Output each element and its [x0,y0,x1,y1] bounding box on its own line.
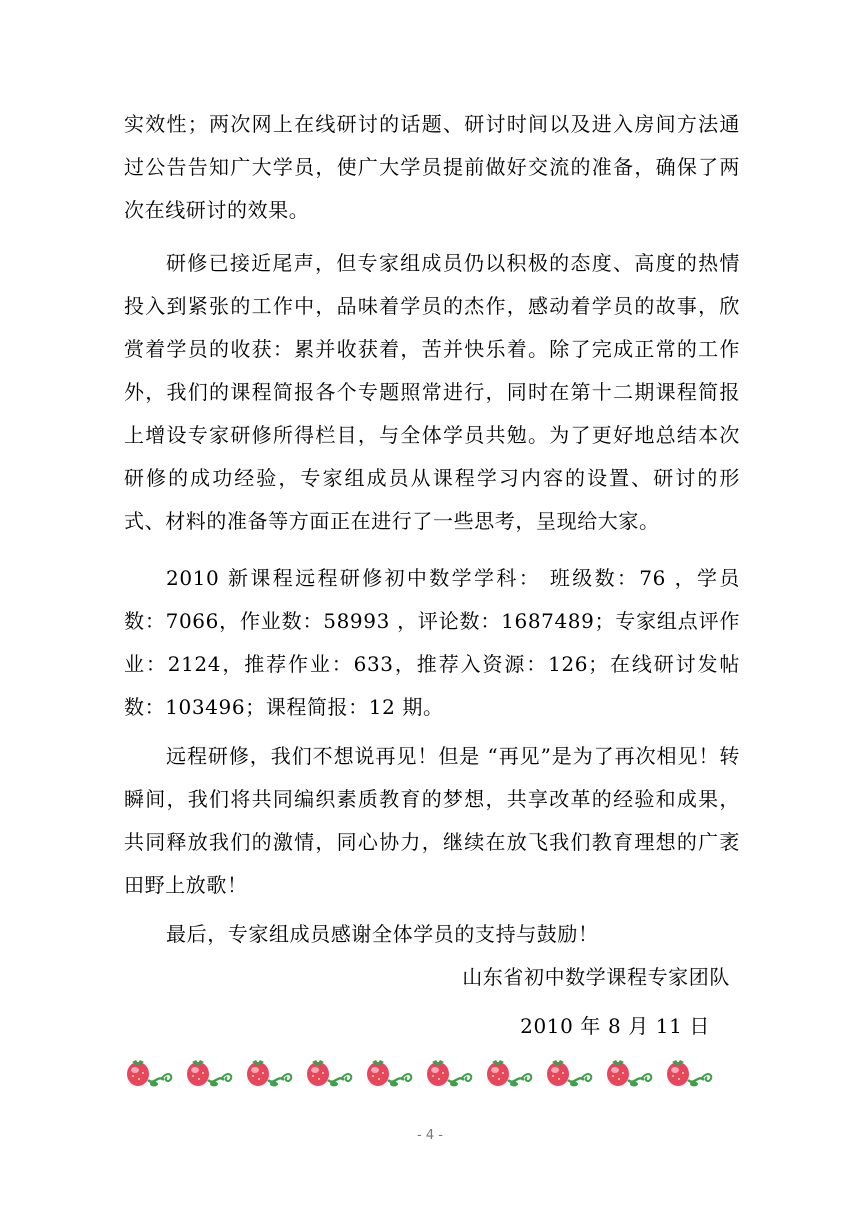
signature-team: 山东省初中数学课程专家团队 [462,965,730,989]
strawberry-vine-icon [124,1052,178,1092]
strawberry-vine-icon [544,1052,598,1092]
strawberry-vine-icon [244,1052,298,1092]
strawberry-vine-icon [184,1052,238,1092]
strawberry-vine-icon [664,1052,718,1092]
paragraph-farewell: 远程研修，我们不想说再见！但是 “再见”是为了再次相见！转瞬间，我们将共同编织素质教育的梦想，共享改革的经验和成果，共同释放我们的激情，同心协力，继续在放飞我们教育理想的广袤田野上放歌！ [124,744,740,897]
strawberry-vine-icon [604,1052,658,1092]
paragraph-thanks: 最后，专家组成员感谢全体学员的支持与鼓励！ [166,922,599,946]
strawberry-vine-icon [484,1052,538,1092]
strawberry-border [124,1052,724,1092]
paragraph-statistics: 2010 新课程远程研修初中数学学科： 班级数：76 ，学员数：7066，作业数：58993 ，评论数：1687489；专家组点评作业：2124，推荐作业：633，推荐入资源：126；在线研讨发帖数：103496；课程简报：12 期。 [124,566,740,719]
paragraph-continuation: 实效性；两次网上在线研讨的话题、研讨时间以及进入房间方法通过公告告知广大学员，使广大学员提前做好交流的准备，确保了两次在线研讨的效果。 [124,112,740,222]
strawberry-vine-icon [424,1052,478,1092]
strawberry-vine-icon [364,1052,418,1092]
page-number: - 4 - [417,1128,443,1143]
signature-date: 2010 年 8 月 11 日 [520,1014,710,1038]
paragraph-expert-work: 研修已接近尾声，但专家组成员仍以积极的态度、高度的热情投入到紧张的工作中，品味着学员的杰作，感动着学员的故事，欣赏着学员的收获：累并收获着，苦并快乐着。除了完成正常的工作外，我们的课程简报各个专题照常进行，同时在第十二期课程简报上增设专家研修所得栏目，与全体学员共勉。为了更好地总结本次研修的成功经验，专家组成员从课程学习内容的设置、研讨的形式、材料的准备等方面正在进行了一些思考，呈现给大家。 [124,251,740,533]
strawberry-vine-icon [304,1052,358,1092]
